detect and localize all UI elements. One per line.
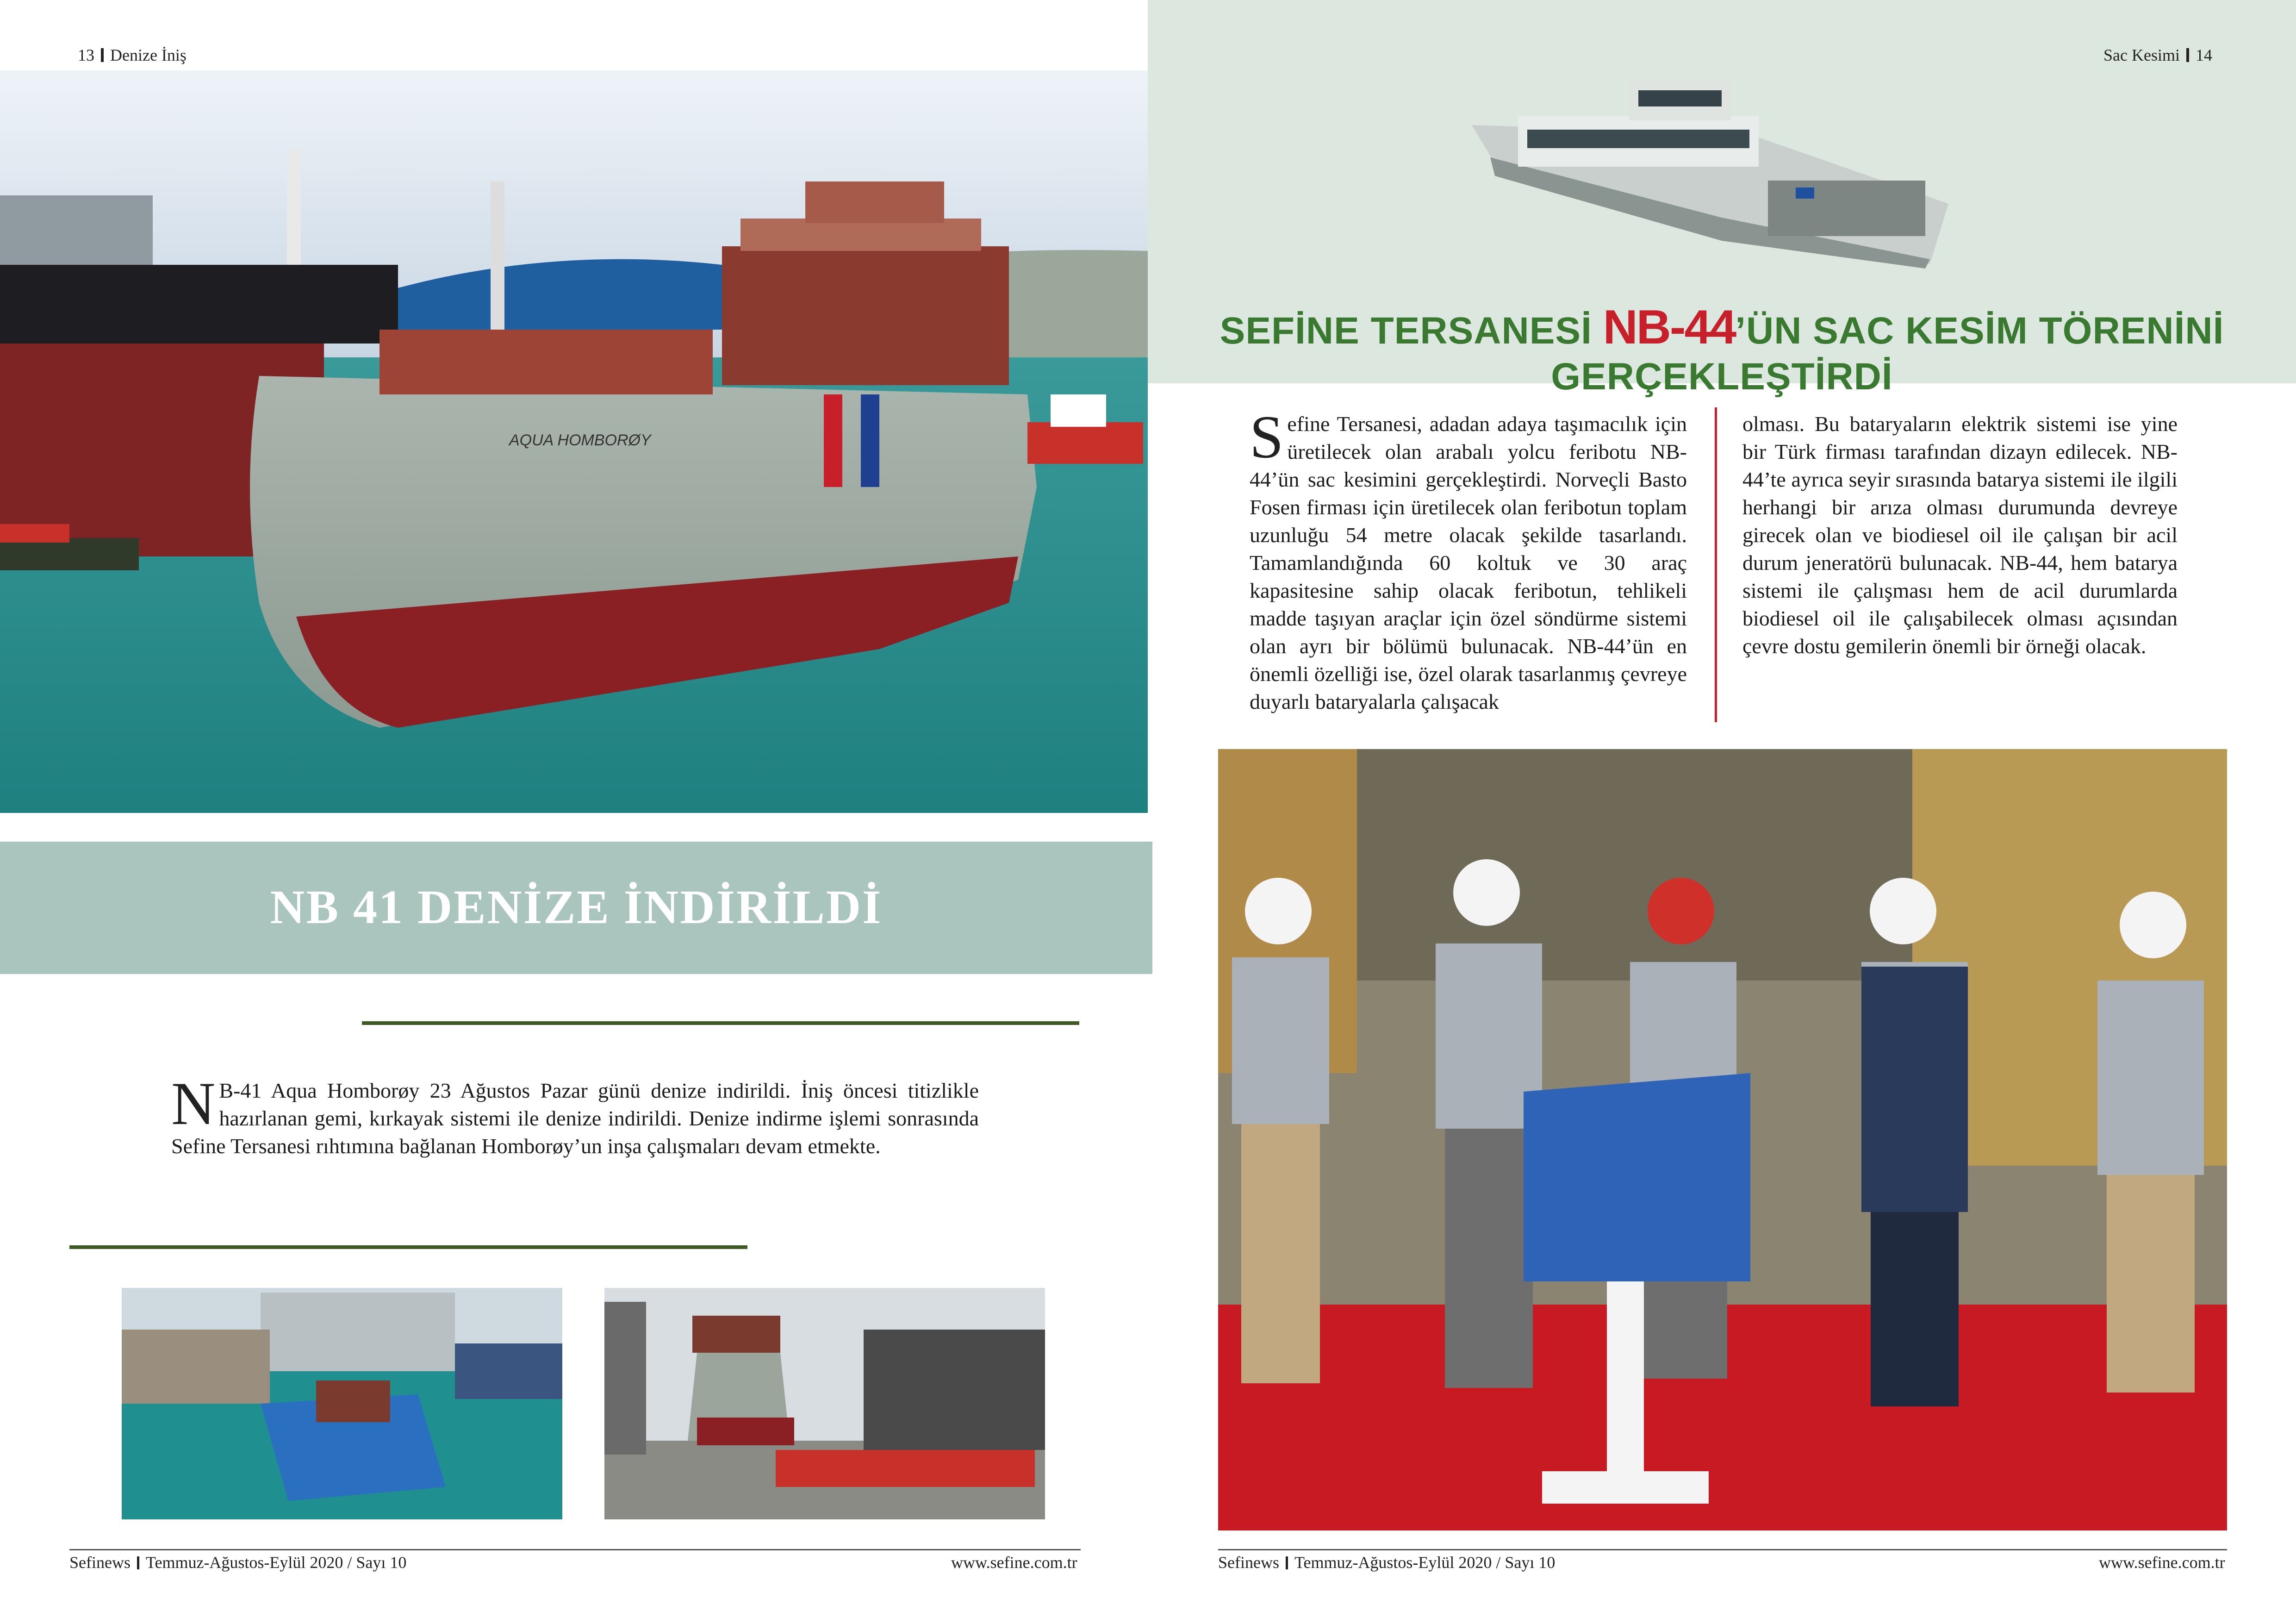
section-name: Denize İniş: [110, 46, 187, 64]
article-title: NB 41 DENİZE İNDİRİLDİ: [270, 881, 883, 934]
dropcap: S: [1250, 403, 1284, 471]
footer-url-right[interactable]: www.sefine.com.tr: [2099, 1553, 2225, 1572]
article-column-1: [1250, 403, 1687, 716]
footer-left: [69, 1553, 406, 1572]
ferry-render: [1462, 65, 1953, 273]
running-header-left: [78, 45, 187, 65]
separator-bar: [2186, 48, 2189, 62]
footer-rule-left: [69, 1549, 1081, 1550]
footer-brand: Sefinews: [69, 1553, 131, 1572]
ceremony-photo: [1218, 749, 2227, 1530]
transport-photo: [604, 1288, 1045, 1519]
footer-right: [1218, 1553, 1555, 1572]
section-name: Sac Kesimi: [2103, 46, 2180, 64]
page-number: 14: [2195, 46, 2212, 64]
footer-issue: Temmuz-Ağustos-Eylül 2020 / Sayı 10: [145, 1553, 407, 1572]
article-column-2: olması. Bu bataryaların elektrik sistemi ise yine bir Türk firması tarafından dizayn edilecek. NB-44’te ayrıca seyir sırasında batarya sistemi ile ilgili herhangi bir arıza olması durumunda devreye girecek olan ve biodiesel oil ile çalışan bir acil durum jeneratörü bulunacak. NB-44, hem batarya sistemi ile çalışması hem de acil durumlarda biodiesel oil ile çalışabilecek olması açısından çevre dostu gemilerin önemli bir örneği olacak.: [1742, 412, 2178, 658]
column-divider: [1715, 407, 1717, 722]
green-rule-top: [362, 1021, 1079, 1025]
article-headline: [1148, 300, 2296, 399]
footer-url-left[interactable]: www.sefine.com.tr: [951, 1553, 1077, 1572]
ship-name-label: AQUA HOMBORØY: [509, 431, 651, 449]
footer-rule-right: [1218, 1549, 2227, 1550]
dropcap: N: [171, 1069, 216, 1137]
footer-brand: Sefinews: [1218, 1553, 1279, 1572]
headline-part-2: ’ÜN SAC KESİM TÖRENİNİ GERÇEKLEŞTİRDİ: [1551, 310, 2224, 398]
article-title-band: [0, 842, 1152, 974]
running-header-right: [2103, 45, 2212, 65]
page-number: 13: [78, 46, 94, 64]
headline-part-1: SEFİNE TERSANESİ: [1220, 310, 1603, 352]
green-rule-bottom: [69, 1245, 747, 1249]
ship-launch-photo: [0, 70, 1148, 813]
drydock-photo: [122, 1288, 562, 1519]
article-body-left: [171, 1069, 979, 1160]
separator-bar: [101, 48, 104, 62]
article-body-text: B-41 Aqua Homborøy 23 Ağustos Pazar günü denize indirildi. İniş öncesi titizlikle hazırlanan gemi, kırkayak sistemi ile denize indirildi. Denize indirme işlemi sonrasında Sefine Tersanesi rıhtımına bağlanan Homborøy’un inşa çalışmaları devam etmekte.: [171, 1079, 979, 1158]
headline-highlight: NB-44: [1603, 300, 1736, 354]
footer-issue: Temmuz-Ağustos-Eylül 2020 / Sayı 10: [1294, 1553, 1556, 1572]
separator-bar: [1286, 1556, 1288, 1569]
separator-bar: [137, 1556, 139, 1569]
column-1-text: efine Tersanesi, adadan adaya taşımacılık için üretilecek olan arabalı yolcu feribotu NB-44’ün sac kesimini gerçekleştirdi. Norveçli Basto Fosen firması için üretilecek olan feribotun toplam uzunluğu 54 metre olacak şekilde tasarlandı. Tamamlandığında 60 koltuk ve 30 araç kapasitesine sahip olacak feribotun, tehlikeli madde taşıyan araçlar için özel söndürme sistemi olan ayrı bir bölümü bulunacak. NB-44’ün en önemli özelliği ise, özel olarak tasarlanmış çevreye duyarlı bataryalarla çalışacak: [1250, 412, 1687, 713]
